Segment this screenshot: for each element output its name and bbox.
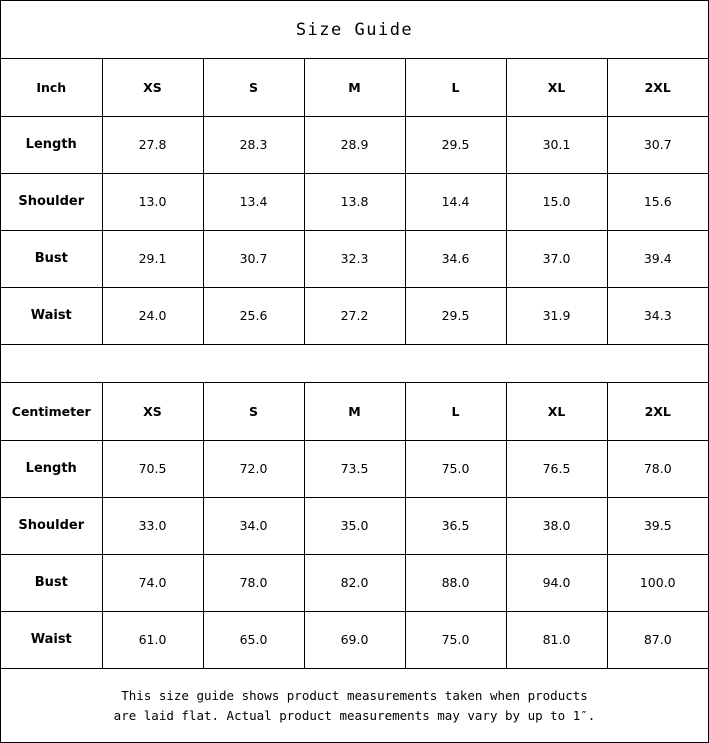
cell-length-xl: 30.1 [506, 116, 607, 173]
size-header-xs: XS [102, 383, 203, 440]
cell-shoulder-m: 13.8 [304, 173, 405, 230]
size-header-l: L [405, 59, 506, 116]
size-header-xl: XL [506, 383, 607, 440]
inch-size-table [1, 59, 708, 344]
unit-header: Inch [1, 59, 102, 116]
page-title: Size Guide [1, 1, 708, 59]
cell-length-xs: 70.5 [102, 440, 203, 497]
centimeter-size-table [1, 383, 708, 668]
row-label-waist: Waist [1, 287, 102, 344]
cell-waist-m: 69.0 [304, 611, 405, 668]
table-row [1, 497, 708, 554]
cell-bust-m: 82.0 [304, 554, 405, 611]
cell-bust-l: 34.6 [405, 230, 506, 287]
cell-bust-xs: 29.1 [102, 230, 203, 287]
cell-shoulder-s: 34.0 [203, 497, 304, 554]
cell-shoulder-s: 13.4 [203, 173, 304, 230]
cell-bust-s: 78.0 [203, 554, 304, 611]
centimeter-table-wrapper [1, 383, 708, 669]
cell-shoulder-l: 36.5 [405, 497, 506, 554]
cell-length-s: 72.0 [203, 440, 304, 497]
cell-length-xs: 27.8 [102, 116, 203, 173]
cell-waist-l: 29.5 [405, 287, 506, 344]
table-row [1, 116, 708, 173]
size-header-s: S [203, 59, 304, 116]
cell-shoulder-m: 35.0 [304, 497, 405, 554]
cell-bust-xl: 37.0 [506, 230, 607, 287]
size-header-m: M [304, 59, 405, 116]
cell-length-s: 28.3 [203, 116, 304, 173]
size-header-l: L [405, 383, 506, 440]
unit-header: Centimeter [1, 383, 102, 440]
row-label-shoulder: Shoulder [1, 173, 102, 230]
cell-waist-2xl: 87.0 [643, 632, 672, 648]
footnote-line-1: This size guide shows product measurements taken when products [121, 687, 588, 703]
footnote-line-2: are laid flat. Actual product measurements may vary by up to 1″. [113, 707, 596, 723]
cell-waist-xl: 31.9 [506, 287, 607, 344]
table-row [1, 230, 708, 287]
row-label-bust: Bust [1, 554, 102, 611]
cell-shoulder-xl: 15.0 [506, 173, 607, 230]
cell-waist-xs: 61.0 [102, 611, 203, 668]
table-separator [1, 345, 708, 383]
cell-length-2xl: 78.0 [607, 440, 708, 497]
row-label-bust: Bust [1, 230, 102, 287]
cell-shoulder-xs: 33.0 [102, 497, 203, 554]
size-header-xs: XS [102, 59, 203, 116]
cell-shoulder-2xl: 15.6 [607, 173, 708, 230]
table-header-row [1, 59, 708, 116]
table-row [1, 611, 708, 668]
size-guide-footnote [1, 669, 708, 742]
cell-bust-2xl: 100.0 [607, 554, 708, 611]
cell-bust-m: 32.3 [304, 230, 405, 287]
cell-length-m: 28.9 [304, 116, 405, 173]
table-row [1, 173, 708, 230]
cell-shoulder-xs: 13.0 [102, 173, 203, 230]
cell-bust-xs: 74.0 [102, 554, 203, 611]
table-header-row [1, 383, 708, 440]
table-row [1, 287, 708, 344]
row-label-length: Length [1, 440, 102, 497]
size-header-2xl: 2XL [607, 59, 708, 116]
cell-length-xl: 76.5 [506, 440, 607, 497]
cell-shoulder-2xl: 39.5 [607, 497, 708, 554]
table-row [1, 554, 708, 611]
cell-length-m: 73.5 [304, 440, 405, 497]
cell-waist-l: 75.0 [405, 611, 506, 668]
cell-bust-xl: 94.0 [506, 554, 607, 611]
row-label-waist: Waist [1, 611, 102, 668]
size-header-xl: XL [506, 59, 607, 116]
cell-shoulder-xl: 38.0 [506, 497, 607, 554]
row-label-shoulder: Shoulder [1, 497, 102, 554]
cell-waist-s: 65.0 [203, 611, 304, 668]
cell-bust-l: 88.0 [405, 554, 506, 611]
cell-waist-m: 27.2 [304, 287, 405, 344]
cell-bust-2xl: 39.4 [607, 230, 708, 287]
cell-waist-s: 25.6 [203, 287, 304, 344]
inch-table-wrapper [1, 59, 708, 345]
size-header-2xl: 2XL [607, 383, 708, 440]
row-label-length: Length [1, 116, 102, 173]
table-row [1, 440, 708, 497]
cell-waist-xs: 24.0 [102, 287, 203, 344]
cell-waist-xl: 81.0 [506, 611, 607, 668]
cell-length-l: 75.0 [405, 440, 506, 497]
cell-bust-s: 30.7 [203, 230, 304, 287]
size-header-m: M [304, 383, 405, 440]
cell-shoulder-l: 14.4 [405, 173, 506, 230]
cell-length-l: 29.5 [405, 116, 506, 173]
cell-length-2xl: 30.7 [607, 116, 708, 173]
cell-waist-2xl: 34.3 [643, 308, 672, 324]
size-header-s: S [203, 383, 304, 440]
